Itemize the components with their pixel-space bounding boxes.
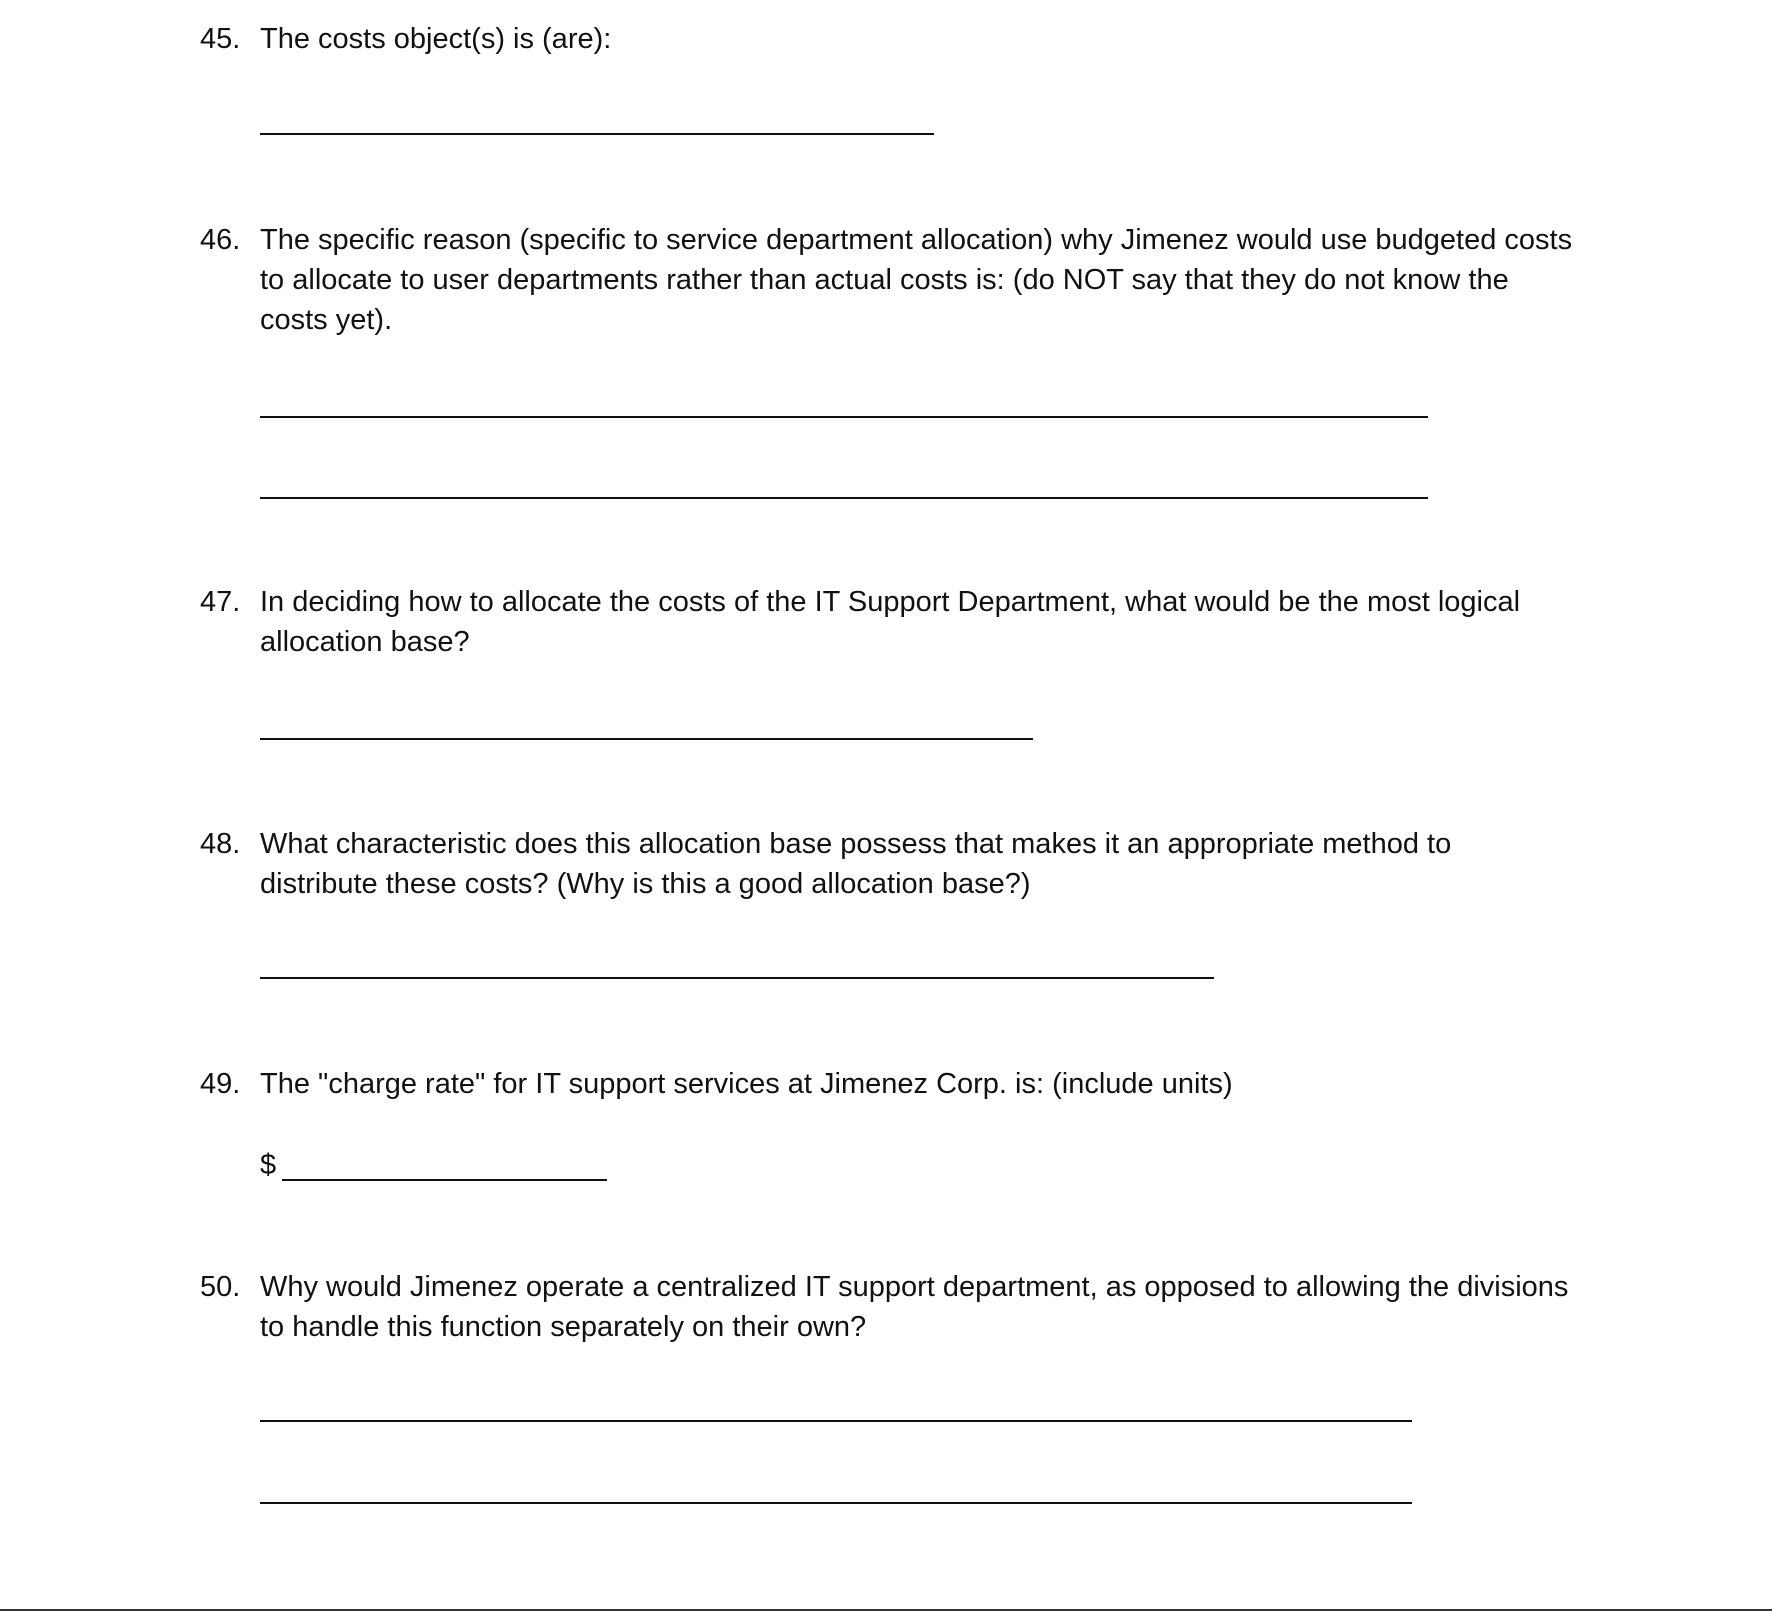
answer-blank[interactable] [260,1502,1412,1504]
answer-blank[interactable] [260,738,1033,740]
page-bottom-divider [0,1609,1772,1611]
dollar-sign: $ [260,1149,277,1181]
question-text-line: What characteristic does this allocation base possess that makes it an appropriate method to [260,828,1452,860]
answer-blank[interactable] [282,1179,607,1181]
question-text-line: to allocate to user departments rather than actual costs is: (do NOT say that they do not know the [260,264,1509,296]
question-text-line: The specific reason (specific to service department allocation) why Jimenez would use budgeted costs [260,224,1573,256]
question-number: 46. [200,224,241,256]
answer-blank[interactable] [260,1420,1412,1422]
question-text-line: costs yet). [260,304,393,336]
answer-blank[interactable] [260,133,934,135]
question-text-line: The costs object(s) is (are): [260,23,612,55]
question-number: 48. [200,828,241,860]
answer-blank[interactable] [260,977,1214,979]
question-text-line: allocation base? [260,626,470,658]
question-number: 47. [200,586,241,618]
answer-blank[interactable] [260,416,1428,418]
question-text-line: Why would Jimenez operate a centralized IT support department, as opposed to allowing the divisions [260,1271,1569,1303]
question-number: 45. [200,23,241,55]
question-number: 49. [200,1068,241,1100]
question-number: 50. [200,1271,241,1303]
question-text-line: The "charge rate" for IT support services at Jimenez Corp. is: (include units) [260,1068,1233,1100]
answer-blank[interactable] [260,497,1428,499]
question-text-line: In deciding how to allocate the costs of the IT Support Department, what would be the most logical [260,586,1521,618]
question-text-line: to handle this function separately on their own? [260,1311,867,1343]
question-text-line: distribute these costs? (Why is this a good allocation base?) [260,868,1031,900]
